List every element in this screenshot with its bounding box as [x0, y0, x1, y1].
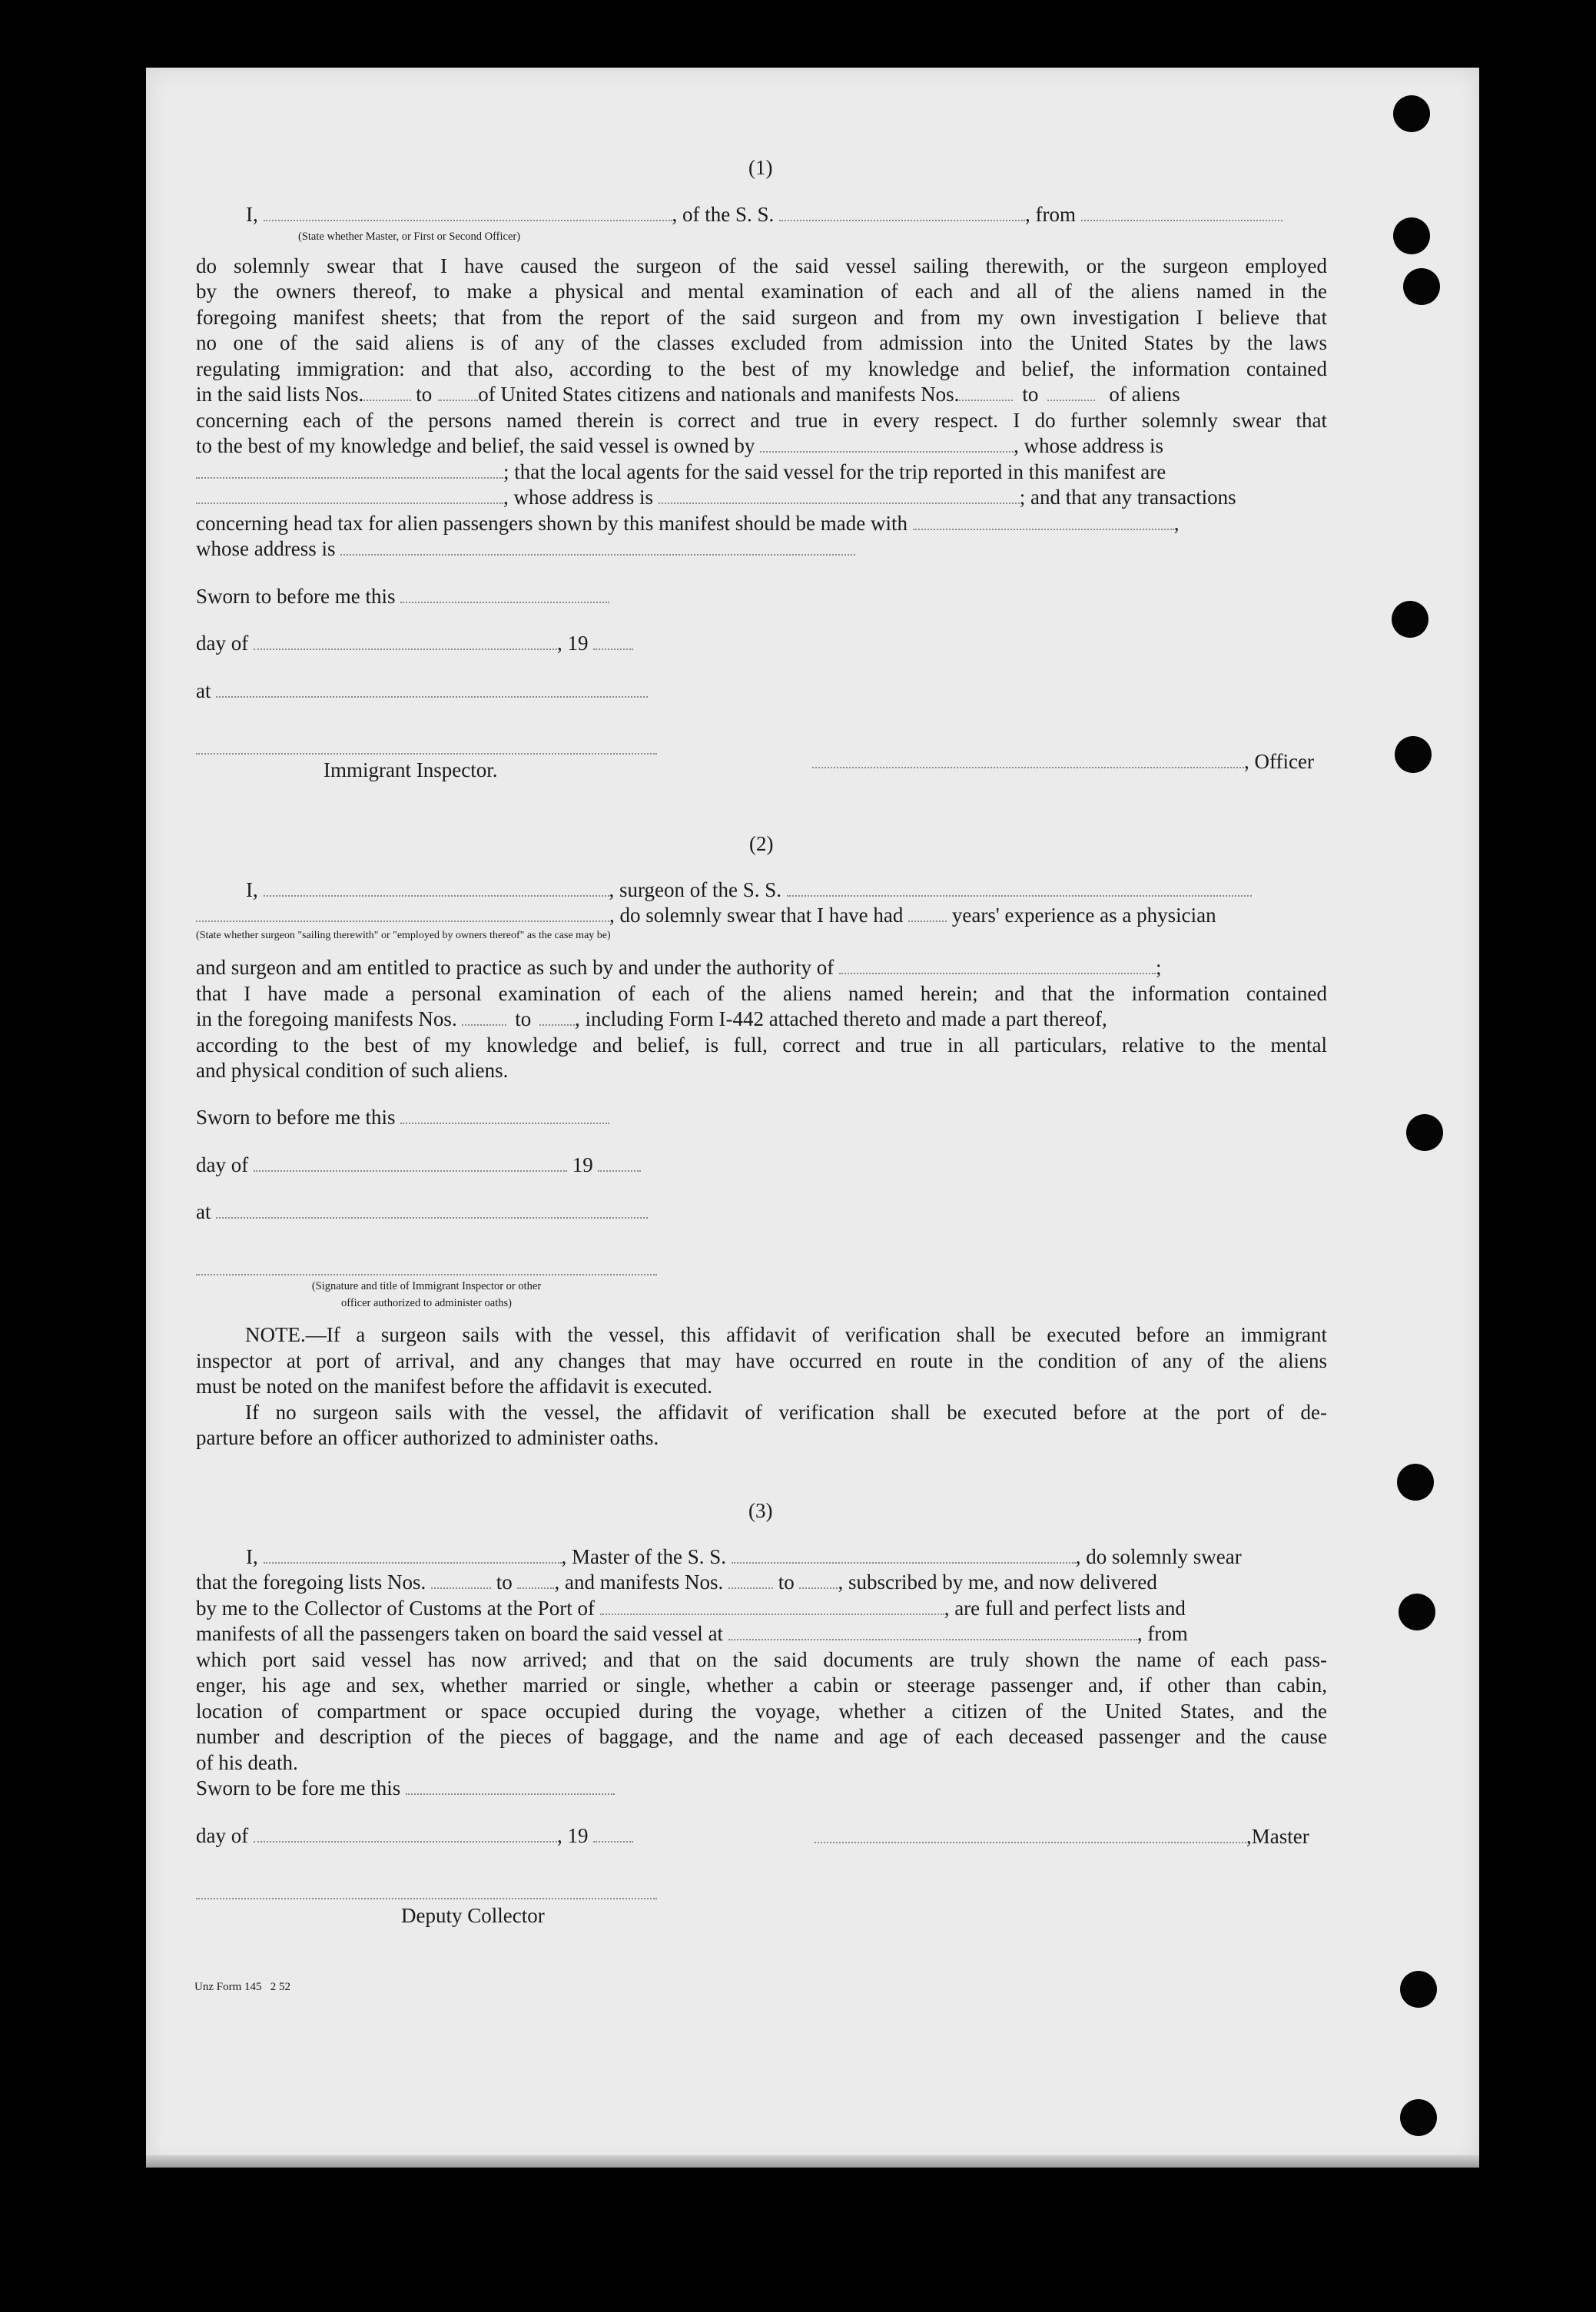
text-from: , from: [1025, 203, 1076, 226]
note-2-line-2: parture before an officer authorized to administer oaths.: [196, 1426, 659, 1449]
text-to: to: [496, 1571, 513, 1594]
owner-blank[interactable]: [760, 436, 1014, 453]
text-officer: , Officer: [1244, 750, 1314, 773]
page-bottom-edge: [146, 2155, 1479, 2168]
master-lists-to-blank[interactable]: [517, 1572, 554, 1589]
surgeon-capacity-blank[interactable]: [196, 905, 609, 922]
section-1-line-11: [196, 511, 1180, 537]
surgeon-note: (State whether surgeon "sailing therewith" or "employed by owners thereof" as the case may be): [196, 930, 611, 941]
deputy-signature-blank[interactable]: [196, 1882, 657, 1899]
punch-hole: [1400, 1971, 1437, 2008]
section-2-heading: (2): [749, 832, 774, 855]
master-vessel-blank[interactable]: [732, 1547, 1076, 1564]
sworn-blank[interactable]: [400, 1107, 609, 1124]
note-2-line-1: [196, 1400, 1327, 1426]
agents-blank[interactable]: [196, 487, 503, 504]
section-1-line-5: regulating immigration: and that also, according to the best of my knowledge and belief, the information contained: [196, 357, 1327, 380]
text-do-solemnly-swear: , do solemnly swear that I have had: [609, 904, 904, 927]
port-of-arrival-blank[interactable]: [600, 1598, 944, 1615]
surgeon-vessel-blank[interactable]: [787, 880, 1252, 897]
text-to: to: [416, 383, 433, 406]
text-sworn: Sworn to before me this: [196, 585, 396, 608]
manifests-from-blank[interactable]: [959, 384, 1013, 401]
text-owned-by: to the best of my knowledge and belief, the said vessel is owned by: [196, 434, 755, 457]
section-2-line-5: and physical condition of such aliens.: [196, 1059, 509, 1082]
section-1-line-7: concerning each of the persons named therein is correct and true in every respect. I do further solemnly swear that: [196, 409, 1327, 432]
departure-port-blank[interactable]: [1081, 204, 1282, 221]
officer-signature-line: [812, 749, 1314, 775]
section-1-line-2: by the owners thereof, to make a physical and mental examination of each and all of the aliens named in the: [196, 280, 1327, 303]
day-blank[interactable]: [254, 1826, 557, 1843]
punch-hole: [1393, 217, 1430, 254]
note-1-line-3: must be noted on the manifest before the affidavit is executed.: [196, 1375, 713, 1398]
manifests-to-blank[interactable]: [1047, 384, 1095, 401]
section-1-oath-line: [246, 202, 1282, 228]
text-sworn: Sworn to be fore me this: [196, 1776, 401, 1800]
text-day-of: day of: [196, 1824, 249, 1847]
section-3-line-3: [196, 1621, 1188, 1647]
text-collector-port: by me to the Collector of Customs at the Port of: [196, 1597, 595, 1620]
section-2-line-2: that I have made a personal examination of each of the aliens named herein; and that the information contained: [196, 982, 1327, 1005]
text-of-aliens: of aliens: [1109, 383, 1180, 406]
section-2-sworn-line: [196, 1105, 609, 1131]
section-1-heading: (1): [748, 156, 773, 179]
section-3-line-2: [196, 1596, 1186, 1622]
text-to: to: [515, 1007, 532, 1030]
text-do-solemnly-swear: , do solemnly swear: [1075, 1545, 1242, 1568]
authority-blank[interactable]: [839, 957, 1156, 974]
text-semicolon: ;: [1156, 956, 1162, 979]
punch-hole: [1393, 95, 1430, 132]
text-citizens-manifests: of United States citizens and nationals and manifests Nos.: [478, 383, 960, 406]
text-lists-nos: in the said lists Nos.: [196, 383, 364, 406]
section-1-line-9: [196, 459, 1166, 486]
text-i: I,: [246, 878, 258, 901]
agents-address-blank[interactable]: [659, 487, 1020, 504]
text-at: at: [196, 679, 211, 702]
form-number: Unz Form 145 2 52: [194, 1981, 290, 1993]
section-3-sworn-line: [196, 1776, 615, 1802]
punch-hole: [1397, 1464, 1434, 1501]
lists-to-blank[interactable]: [438, 384, 478, 401]
day-blank[interactable]: [254, 633, 557, 650]
section-3-line-4: which port said vessel has now arrived; and that on the said documents are truly shown the name of each pass-: [196, 1648, 1327, 1671]
section-1-line-8: [196, 433, 1163, 459]
text-form-i442: , including Form I-442 attached thereto and made a part thereof,: [574, 1007, 1107, 1030]
section-2-oath-line: [246, 877, 1252, 904]
head-tax-contact-blank[interactable]: [913, 513, 1174, 530]
signature-note-2: officer authorized to administer oaths): [341, 1297, 512, 1309]
inspector-signature-blank[interactable]: [196, 738, 657, 755]
section-2-line-4: according to the best of my knowledge and belief, is full, correct and true in all particulars, relative to the mental: [196, 1033, 1327, 1056]
surgeon-name-blank[interactable]: [264, 880, 609, 897]
surgeon-manifests-to-blank[interactable]: [539, 1009, 575, 1026]
note-1-line-1: [196, 1322, 1327, 1348]
master-manifests-from-blank[interactable]: [728, 1572, 773, 1589]
text-day-of: day of: [196, 1153, 249, 1176]
text-full-perfect: , are full and perfect lists and: [944, 1597, 1186, 1620]
master-signature-line: [815, 1824, 1309, 1850]
section-2-day-line: [196, 1153, 641, 1179]
section-1-line-6: [196, 382, 1180, 408]
section-3-line-6: location of compartment or space occupied during the voyage, whether a citizen of the United States, and the: [196, 1700, 1327, 1723]
text-manifests-nos: , and manifests Nos.: [554, 1571, 724, 1594]
at-blank[interactable]: [216, 681, 648, 698]
immigrant-inspector-label: Immigrant Inspector.: [324, 758, 498, 781]
text-year: 19: [572, 1153, 593, 1176]
year-blank[interactable]: [593, 1826, 633, 1843]
section-2-experience-line: [196, 903, 1216, 929]
text-local-agents: ; that the local agents for the said vessel for the trip reported in this manifest are: [503, 460, 1166, 483]
day-blank[interactable]: [254, 1155, 567, 1172]
sworn-blank[interactable]: [400, 586, 609, 603]
text-surgeon-of: , surgeon of the S. S.: [609, 878, 782, 901]
section-3-oath-line: [246, 1544, 1242, 1571]
inspector-signature-blank[interactable]: [196, 1259, 657, 1275]
years-experience-blank[interactable]: [908, 905, 947, 922]
at-blank[interactable]: [216, 1202, 648, 1219]
sworn-blank[interactable]: [406, 1778, 615, 1795]
owner-address-blank[interactable]: [196, 462, 503, 479]
section-1-line-1: do solemnly swear that I have caused the surgeon of the said vessel sailing therewith, or the surgeon employed: [196, 254, 1327, 277]
section-3-line-5: enger, his age and sex, whether married or single, whether a cabin or steerage passenger and, if other than cabin,: [196, 1673, 1327, 1697]
section-1-line-10: [196, 485, 1236, 511]
note-2-text: If no surgeon sails with the vessel, the affidavit of verification shall be executed before at the port of de-: [245, 1401, 1327, 1424]
text-sworn: Sworn to before me this: [196, 1106, 396, 1129]
text-authority: and surgeon and am entitled to practice as such by and under the authority of: [196, 956, 834, 979]
signature-note-1: (Signature and title of Immigrant Inspector or other: [311, 1280, 542, 1292]
vessel-name-blank[interactable]: [779, 204, 1025, 221]
text-whose-address: , whose address is: [1014, 434, 1164, 457]
officer-note: (State whether Master, or First or Second Officer): [298, 231, 521, 243]
punch-hole: [1403, 268, 1440, 305]
punch-hole: [1395, 736, 1432, 773]
text-master-of: , Master of the S. S.: [561, 1545, 726, 1568]
master-manifests-to-blank[interactable]: [799, 1572, 838, 1589]
year-blank[interactable]: [598, 1155, 641, 1172]
section-1-line-3: foregoing manifest sheets; that from the report of the said surgeon and from my own investigation I believe that: [196, 306, 1327, 329]
surgeon-manifests-from-blank[interactable]: [462, 1009, 506, 1026]
head-tax-address-blank[interactable]: [340, 539, 855, 556]
section-3-day-line: [196, 1823, 633, 1849]
note-1-line-2: inspector at port of arrival, and any changes that may have occurred en route in the condition of any of the aliens: [196, 1349, 1327, 1372]
text-year: , 19: [556, 1824, 589, 1847]
text-whose-address: whose address is: [196, 537, 336, 560]
text-to: to: [1022, 383, 1039, 406]
section-1-line-4: no one of the said aliens is of any of the classes excluded from admission into the United States by the laws: [196, 331, 1327, 354]
punch-hole: [1406, 1114, 1443, 1151]
text-i: I,: [246, 1545, 258, 1568]
text-i: I,: [246, 203, 258, 226]
section-3-line-8: of his death.: [196, 1751, 298, 1774]
punch-hole: [1399, 1594, 1435, 1630]
text-day-of: day of: [196, 632, 249, 655]
text-head-tax: concerning head tax for alien passengers shown by this manifest should be made with: [196, 512, 908, 535]
officer-name-blank[interactable]: [264, 204, 672, 221]
section-3-line-1: [196, 1570, 1157, 1596]
text-comma: ,: [1173, 512, 1180, 535]
text-from: , from: [1136, 1622, 1188, 1645]
section-3-heading: (3): [748, 1499, 773, 1522]
section-1-line-12: [196, 536, 855, 562]
text-whose-address: , whose address is: [503, 486, 653, 509]
deputy-collector-label: Deputy Collector: [401, 1904, 545, 1927]
section-2-line-1: [196, 955, 1162, 981]
text-year: , 19: [556, 632, 589, 655]
text-master: ,Master: [1246, 1825, 1309, 1848]
lists-from-blank[interactable]: [363, 384, 411, 401]
year-blank[interactable]: [593, 633, 633, 650]
section-2-line-3: [196, 1007, 1107, 1033]
section-1-day-line: [196, 631, 633, 657]
port-of-departure-blank[interactable]: [728, 1624, 1137, 1640]
text-at: at: [196, 1200, 211, 1223]
section-3-line-7: number and description of the pieces of baggage, and the name and age of each deceased passenger and the cause: [196, 1725, 1327, 1748]
note-1-text: NOTE.—If a surgeon sails with the vessel, this affidavit of verification shall be executed before an immigrant: [245, 1323, 1327, 1346]
punch-hole: [1392, 601, 1428, 638]
text-lists-nos: that the foregoing lists Nos.: [196, 1571, 426, 1594]
text-manifests-nos: in the foregoing manifests Nos.: [196, 1007, 457, 1030]
text-subscribed: , subscribed by me, and now delivered: [838, 1571, 1157, 1594]
text-to: to: [778, 1571, 795, 1594]
punch-hole: [1400, 2099, 1437, 2136]
master-name-blank[interactable]: [264, 1547, 562, 1564]
text-transactions: ; and that any transactions: [1019, 486, 1236, 509]
section-1-sworn-line: [196, 584, 609, 610]
officer-signature-blank[interactable]: [812, 751, 1244, 768]
section-2-at-line: [196, 1199, 648, 1226]
text-of-ss: , of the S. S.: [672, 203, 775, 226]
section-1-at-line: [196, 678, 648, 705]
text-taken-on-board: manifests of all the passengers taken on board the said vessel at: [196, 1622, 724, 1645]
master-signature-blank[interactable]: [815, 1826, 1246, 1843]
master-lists-from-blank[interactable]: [431, 1572, 491, 1589]
text-years-experience: years' experience as a physician: [951, 904, 1216, 927]
